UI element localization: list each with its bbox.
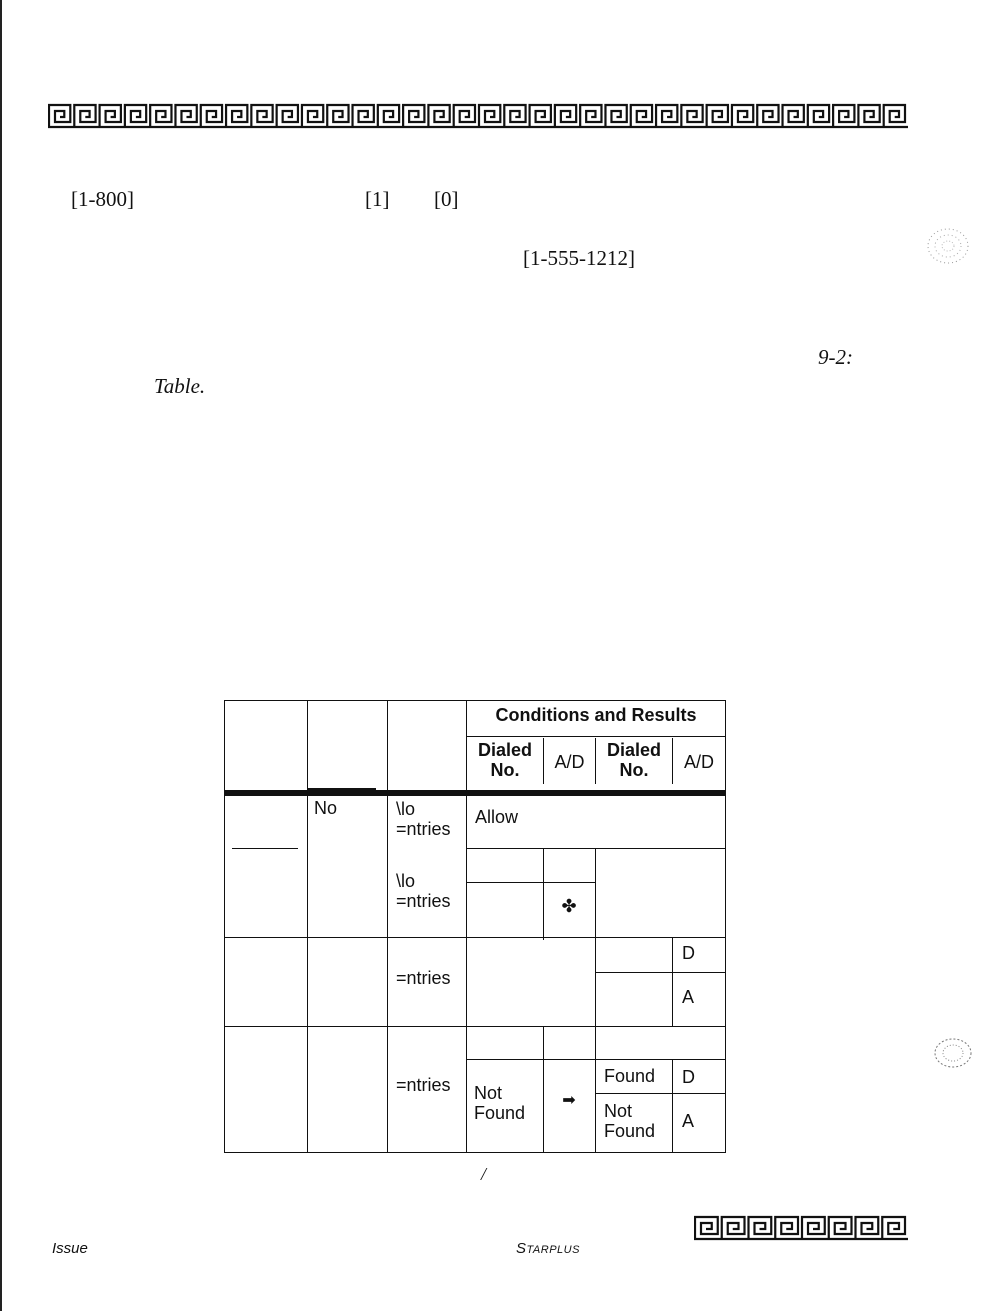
greek-key-unit (775, 1217, 798, 1239)
row1-result: Allow (475, 807, 519, 827)
text-fragment-1: [1] (365, 187, 390, 211)
greek-key-unit (884, 105, 905, 127)
greek-key-unit (150, 105, 171, 127)
greek-key-border-bottom (694, 1215, 908, 1241)
greek-key-unit (802, 1217, 825, 1239)
header-ad: A/D (554, 752, 585, 772)
greek-key-unit (833, 105, 854, 127)
scan-speckle-mark (932, 1036, 974, 1070)
header-dialed-no: Dialed No. (606, 740, 662, 780)
greek-key-unit (428, 105, 449, 127)
greek-key-unit (530, 105, 551, 127)
greek-key-unit (226, 105, 247, 127)
row3-ad-top: D (682, 943, 695, 963)
greek-key-unit (201, 105, 222, 127)
header-ad: A/D (683, 752, 714, 772)
text-fragment-figure-ref: 9-2: (818, 345, 853, 369)
row1-col3: \lo =ntries (396, 799, 451, 839)
footer-product-name (516, 1240, 580, 1257)
row3-col3: =ntries (396, 968, 451, 988)
row4-found: Found (604, 1066, 656, 1086)
greek-key-unit (631, 105, 652, 127)
greek-key-unit (858, 105, 879, 127)
scan-speckle-mark (926, 226, 970, 266)
greek-key-unit (327, 105, 348, 127)
text-fragment-0: [0] (434, 187, 459, 211)
greek-key-border-top (48, 103, 908, 129)
row4-not-found: Not Found (604, 1101, 656, 1141)
greek-key-unit (454, 105, 475, 127)
footer-product-rest: TARPLUS (526, 1244, 580, 1256)
greek-key-unit (722, 1217, 745, 1239)
left-page-edge (0, 0, 2, 1311)
row2-symbol: ✤ (561, 896, 577, 916)
greek-key-unit (100, 105, 121, 127)
greek-key-unit (353, 105, 374, 127)
footer-issue: Issue (52, 1240, 88, 1257)
greek-key-unit (74, 105, 95, 127)
text-fragment-information-number: [1-555-1212] (523, 246, 635, 270)
header-conditions-and-results: Conditions and Results (495, 705, 697, 725)
greek-key-unit (882, 1217, 905, 1239)
greek-key-unit (277, 105, 298, 127)
row4-ad-found: D (682, 1067, 695, 1087)
greek-key-unit (49, 105, 70, 127)
row3-ad-bottom: A (682, 987, 695, 1007)
row4-dialed-not-found: Not Found (474, 1083, 526, 1123)
caption-fragment: / (481, 1164, 487, 1184)
greek-key-unit (125, 105, 146, 127)
greek-key-unit (403, 105, 424, 127)
greek-key-unit (656, 105, 677, 127)
greek-key-unit (808, 105, 829, 127)
greek-key-unit (580, 105, 601, 127)
text-fragment-1-800: [1-800] (71, 187, 134, 211)
greek-key-unit (605, 105, 626, 127)
header-dialed-no: Dialed No. (477, 740, 533, 780)
row2-col3: \lo =ntries (396, 871, 451, 911)
greek-key-unit (555, 105, 576, 127)
greek-key-unit (749, 1217, 772, 1239)
greek-key-unit (302, 105, 323, 127)
arrow-right-icon: ➡ (562, 1092, 576, 1109)
text-fragment-table: Table. (154, 374, 206, 398)
greek-key-unit (378, 105, 399, 127)
row4-col3: =ntries (396, 1075, 451, 1095)
greek-key-unit (251, 105, 272, 127)
row1-col2: No (314, 798, 338, 818)
greek-key-unit (681, 105, 702, 127)
greek-key-unit (479, 105, 500, 127)
greek-key-unit (732, 105, 753, 127)
greek-key-unit (175, 105, 196, 127)
greek-key-unit (504, 105, 525, 127)
greek-key-unit (856, 1217, 879, 1239)
greek-key-unit (829, 1217, 852, 1239)
greek-key-unit (707, 105, 728, 127)
greek-key-unit (783, 105, 804, 127)
conditions-table (224, 700, 726, 1153)
footer-product-initial: S (516, 1240, 527, 1257)
row4-ad-not-found: A (682, 1111, 695, 1131)
greek-key-unit (757, 105, 778, 127)
greek-key-unit (695, 1217, 718, 1239)
